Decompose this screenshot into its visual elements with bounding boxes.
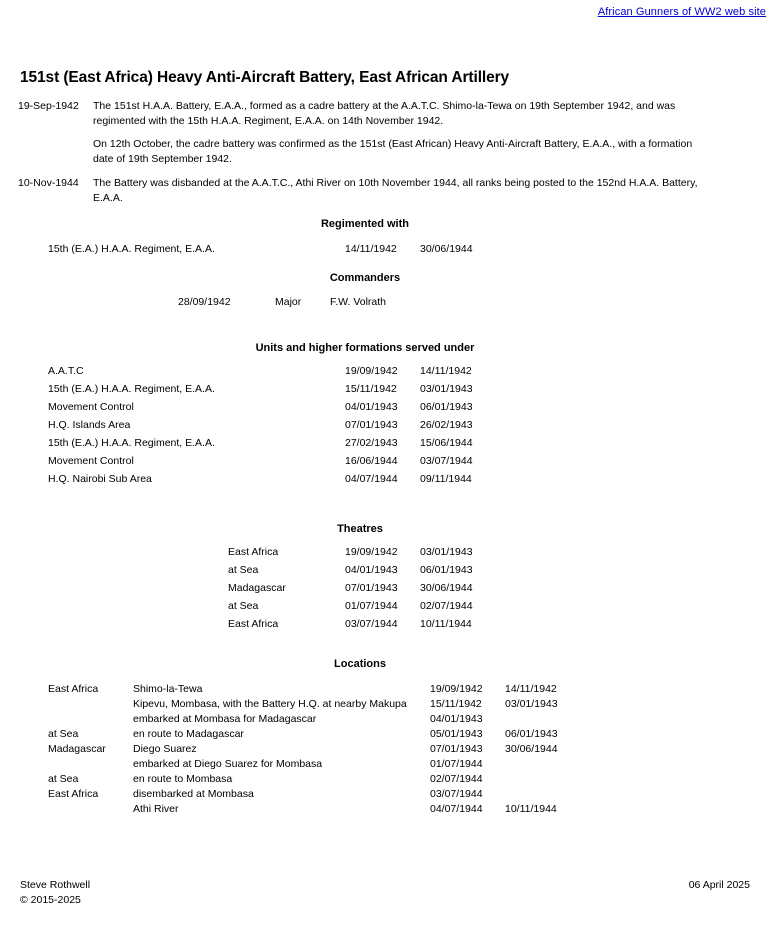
footer-author: Steve Rothwell [20,879,91,891]
table-row [0,473,770,491]
footer-left-block [20,878,90,908]
date-from: 07/01/1943 [430,743,483,755]
date-to: 06/01/1943 [505,728,558,740]
footer-date: 06 April 2025 [688,879,750,891]
table-row [0,437,770,455]
date-from: 15/11/1942 [430,698,482,710]
date-to: 03/01/1943 [420,546,473,558]
table-row [0,243,770,261]
location-place: embarked at Mombasa for Madagascar [133,713,317,725]
spacer [0,167,770,176]
location-theatre: at Sea [48,773,79,785]
date-from: 01/07/1944 [345,600,398,612]
section-heading-theatres: Theatres [337,523,383,535]
table-row [0,728,770,743]
location-place: Shimo-la-Tewa [133,683,203,695]
footer-copyright: © 2015-2025 [20,894,81,906]
unit-name: 15th (E.A.) H.A.A. Regiment, E.A.A. [48,383,215,395]
location-theatre: East Africa [48,788,99,800]
table-row [0,365,770,383]
history-entry [0,176,770,206]
theatre-name: Madagascar [228,582,286,594]
table-row [0,713,770,728]
date-to: 09/11/1944 [420,473,472,485]
date-to: 30/06/1944 [420,243,473,255]
history-entry-paragraph: On 12th October, the cadre battery was confirmed as the 151st (East African) Heavy Anti-Aircraft Battery, E.A.A., with a formation date of 19th September 1942. [93,138,693,165]
unit-name: Movement Control [48,455,134,467]
date-to: 03/01/1943 [505,698,558,710]
theatre-name: at Sea [228,564,259,576]
location-place: disembarked at Mombasa [133,788,254,800]
date-from: 01/07/1944 [430,758,483,770]
theatres-table [0,546,770,636]
section-heading-commanders: Commanders [329,272,401,284]
section-heading-units: Units and higher formations served under [255,342,475,354]
commander-rank: Major [275,296,302,308]
spacer [0,129,770,137]
african-gunners-site-link[interactable]: African Gunners of WW2 web site [597,6,766,18]
unit-name: H.Q. Nairobi Sub Area [48,473,152,485]
table-row [0,582,770,600]
table-row [0,383,770,401]
date-from: 03/07/1944 [430,788,483,800]
theatre-name: East Africa [228,546,279,558]
regimented-with-table [0,243,770,261]
history-entry-date: 10-Nov-1944 [18,177,79,189]
date-to: 02/07/1944 [420,600,473,612]
unit-name: Movement Control [48,401,134,413]
date-to: 15/06/1944 [420,437,473,449]
date-from: 19/09/1942 [430,683,483,695]
page-footer [0,878,770,918]
location-place: Athi River [133,803,179,815]
table-row [0,758,770,773]
date-from: 19/09/1942 [345,546,398,558]
date-to: 06/01/1943 [420,564,473,576]
date-from: 16/06/1944 [345,455,398,467]
unit-name: H.Q. Islands Area [48,419,131,431]
location-place: en route to Mombasa [133,773,233,785]
date-to: 10/11/1944 [505,803,557,815]
date-to: 14/11/1942 [505,683,557,695]
table-row [0,419,770,437]
location-place: en route to Madagascar [133,728,244,740]
date-from: 07/01/1943 [345,419,398,431]
history-entry-date: 19-Sep-1942 [18,100,79,112]
section-heading-regimented-with: Regimented with [320,218,409,230]
date-from: 04/07/1944 [430,803,483,815]
theatre-name: East Africa [228,618,279,630]
date-from: 02/07/1944 [430,773,483,785]
location-place: Diego Suarez [133,743,197,755]
commanders-table [0,296,770,314]
date-from: 04/07/1944 [345,473,398,485]
history-entry-paragraph: The Battery was disbanded at the A.A.T.C., Athi River on 10th November 1944, all ranks being posted to the 152nd H.A.A. Battery, E.A.A. [93,177,698,204]
commander-date: 28/09/1942 [178,296,231,308]
table-row [0,618,770,636]
locations-table [0,683,770,818]
table-row [0,401,770,419]
date-from: 04/01/1943 [345,401,398,413]
date-from: 03/07/1944 [345,618,398,630]
commander-name: F.W. Volrath [330,296,387,308]
table-row [0,803,770,818]
table-row [0,546,770,564]
location-place: embarked at Diego Suarez for Mombasa [133,758,323,770]
location-place: Kipevu, Mombasa, with the Battery H.Q. at nearby Makupa [133,698,407,710]
regiment-name: 15th (E.A.) H.A.A. Regiment, E.A.A. [48,243,215,255]
page-title: 151st (East Africa) Heavy Anti-Aircraft Battery, East African Artillery [20,69,510,87]
table-row [0,698,770,713]
table-row [0,564,770,582]
table-row [0,296,770,314]
history-entry [0,99,770,167]
date-to: 14/11/1942 [420,365,472,377]
location-theatre: East Africa [48,683,99,695]
history-entry-paragraph: The 151st H.A.A. Battery, E.A.A., formed as a cadre battery at the A.A.T.C. Shimo-la-Tewa on 19th September 1942, and was regimented with the 15th H.A.A. Regiment, E.A.A. on 14th November 1942. [93,100,676,127]
date-from: 04/01/1943 [345,564,398,576]
date-from: 19/09/1942 [345,365,398,377]
location-theatre: Madagascar [48,743,106,755]
date-to: 03/07/1944 [420,455,473,467]
section-heading-locations: Locations [334,658,386,670]
table-row [0,788,770,803]
theatre-name: at Sea [228,600,259,612]
table-row [0,683,770,698]
history-narrative [0,99,770,206]
table-row [0,600,770,618]
date-to: 03/01/1943 [420,383,473,395]
units-table [0,365,770,491]
location-theatre: at Sea [48,728,79,740]
date-from: 27/02/1943 [345,437,398,449]
date-from: 05/01/1943 [430,728,483,740]
header-link-container [598,2,766,20]
date-to: 30/06/1944 [420,582,473,594]
table-row [0,773,770,788]
date-to: 06/01/1943 [420,401,473,413]
unit-name: 15th (E.A.) H.A.A. Regiment, E.A.A. [48,437,215,449]
date-from: 14/11/1942 [345,243,397,255]
table-row [0,743,770,758]
date-from: 07/01/1943 [345,582,398,594]
date-to: 10/11/1944 [420,618,472,630]
unit-name: A.A.T.C [48,365,84,377]
date-from: 04/01/1943 [430,713,483,725]
date-to: 26/02/1943 [420,419,473,431]
date-to: 30/06/1944 [505,743,558,755]
date-from: 15/11/1942 [345,383,397,395]
table-row [0,455,770,473]
